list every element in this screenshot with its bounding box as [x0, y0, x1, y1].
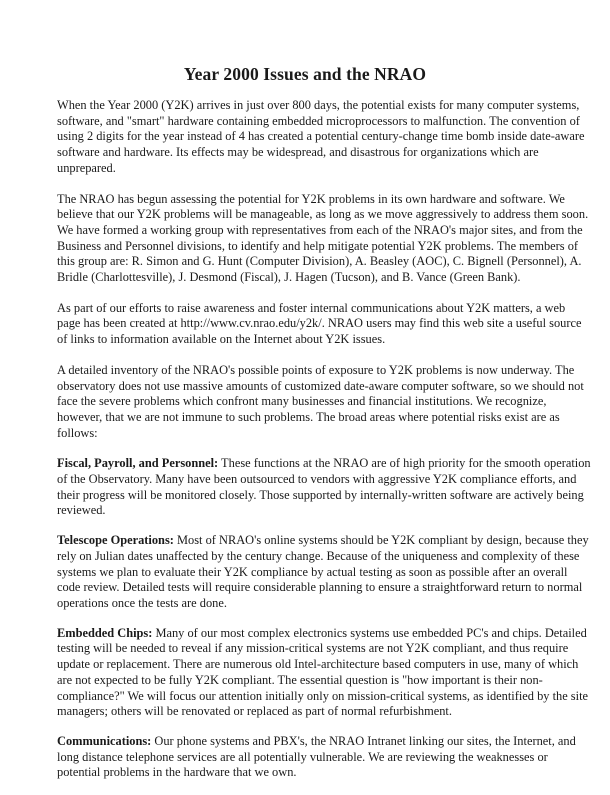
section-heading-embedded: Embedded Chips:	[57, 625, 153, 640]
paragraph-working-group: The NRAO has begun assessing the potential for Y2K problems in its own hardware and software. We believe that our Y2K problems will be manageable, as long as we move aggressively to address them soon. We have formed a working group with representatives from each of the NRAO's major sites, and from the Business and Personnel divisions, to identify and help mitigate potential Y2K problems. The members of this group are: R. Simon and G. Hunt (Computer Division), A. Beasley (AOC), C. Bignell (Personnel), A. Bridle (Charlottesville), J. Desmond (Fiscal), J. Hagen (Tucson), and B. Vance (Green Bank).	[57, 191, 589, 285]
section-embedded	[57, 626, 591, 720]
section-fiscal	[57, 456, 591, 519]
section-communications	[57, 734, 591, 781]
paragraph-web-page: As part of our efforts to raise awareness and foster internal communications about Y2K matters, a web page has been created at http://www.cv.nrao.edu/y2k/. NRAO users may find this web site a useful source of links to information available on the Internet about Y2K issues.	[57, 300, 582, 347]
section-text-embedded: Many of our most complex electronics systems use embedded PC's and chips. Detailed testing will be needed to reveal if any mission-critical systems are not Y2K compliant, and thus require update or replacement. There are numerous old Intel-architecture based computers in use, many of which are not expected to be fully Y2K compliant. The essential question is "how important is their non-compliance?" We will focus our attention initially only on mission-critical systems, as identified by the site managers; others will be renovated or replaced as part of normal refurbishment.	[57, 625, 589, 719]
section-heading-communications: Communications:	[57, 733, 152, 748]
section-telescope	[57, 533, 591, 612]
document-body	[57, 98, 591, 795]
section-text-fiscal: These functions at the NRAO are of high priority for the smooth operation of the Observatory. Many have been outsourced to vendors with aggressive Y2K compliance efforts, and their progress will be monitored closely. Those supported by internally-written software are actively being reviewed.	[57, 456, 591, 518]
paragraph-intro: When the Year 2000 (Y2K) arrives in just over 800 days, the potential exists for many computer systems, software, and "smart" hardware containing embedded microprocessors to malfunction. The convention of using 2 digits for the year instead of 4 has created a potential century-change time bomb inside date-aware software and hardware. Its effects may be widespread, and disastrous for organizations which are unprepared.	[57, 98, 585, 175]
paragraph-inventory: A detailed inventory of the NRAO's possible points of exposure to Y2K problems is now underway. The observatory does not use massive amounts of customized date-aware computer software, so we should not face the severe problems which confront many businesses and financial institutions. We recognize, however, that we are not immune to such problems. The broad areas where potential risks exist are as follows:	[57, 362, 584, 440]
section-heading-fiscal: Fiscal, Payroll, and Personnel:	[57, 456, 219, 471]
page-title: Year 2000 Issues and the NRAO	[183, 64, 427, 84]
section-text-telescope: Most of NRAO's online systems should be Y2K compliant by design, because they rely on Julian dates unaffected by the century change. Because of the uniqueness and complexity of these systems we plan to evaluate their Y2K compliance by actual testing as soon as possible after an overall code review. Detailed tests will require considerable planning to ensure a straightforward return to normal operations once the tests are done.	[57, 533, 589, 610]
section-heading-telescope: Telescope Operations:	[57, 533, 174, 548]
section-text-communications: Our phone systems and PBX's, the NRAO Intranet linking our sites, the Internet, and long distance telephone services are all potentially vulnerable. We are reviewing the weaknesses or potential problems in the hardware that we own.	[57, 733, 576, 780]
